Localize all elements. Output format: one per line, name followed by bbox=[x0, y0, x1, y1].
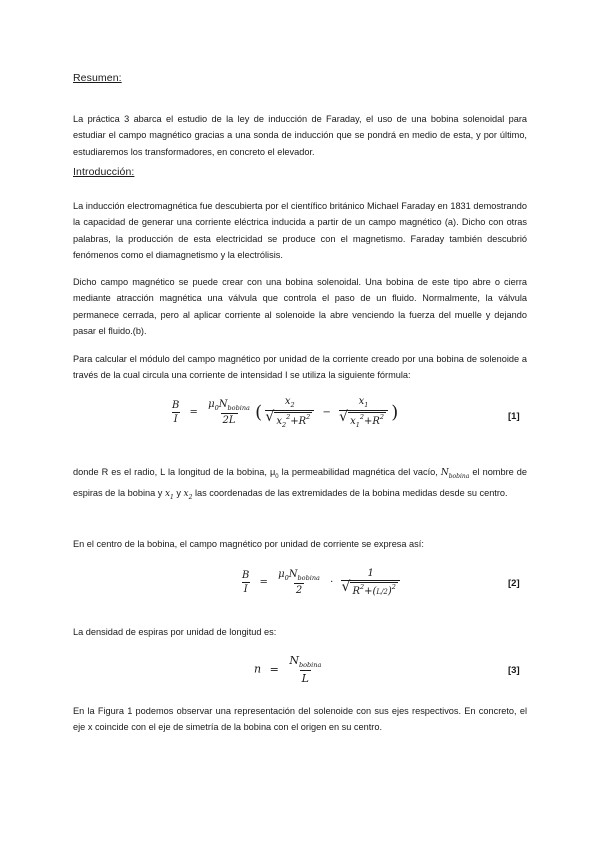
paragraph-bobina: Dicho campo magnético se puede crear con una bobina solenoidal. Una bobina de este tipo abre o cierra mediante atracción magnética una válvula que controla el paso de un fluido. Normalmente, la válvula permanece cerrada, pero al aplicar corriente al solenoide la abre venciendo la fuerza del muelle y dejando pasar el fluido.(b). bbox=[73, 277, 527, 337]
equation-3-label: [3] bbox=[508, 665, 520, 676]
equation-2-label: [2] bbox=[508, 578, 520, 589]
paragraph-faraday: La inducción electromagnética fue descubierta por el científico británico Michael Faraday en 1831 demostrando la capacidad de generar una corriente eléctrica inducida a partir de un campo magnético (a). Dicho con otras palabras, la producción de esta electricidad se produce con el magnetismo. Faraday también descubrió fenómenos como el diamagnetismo y la electrólisis. bbox=[73, 201, 527, 261]
equation-1-label: [1] bbox=[508, 411, 520, 422]
paragraph-formula-intro: Para calcular el módulo del campo magnético por unidad de la corriente creado por una bobina de solenoide a través de la cual circula una corriente de intensidad I se utiliza la siguiente fórmula: bbox=[73, 354, 527, 381]
paragraph-density: La densidad de espiras por unidad de longitud es: bbox=[73, 627, 277, 637]
paragraph-center: En el centro de la bobina, el campo magnético por unidad de corriente se expresa así: bbox=[73, 539, 424, 549]
paragraph-variables: donde R es el radio, L la longitud de la bobina, $\mu_0$ la permeabilidad magnética del vacío, $N_{bobina}$ el nombre de espiras de la bobina y $x_1$ y $x_2$ las coordenadas de las extremidades de la bobina medidas desde su centro. bbox=[73, 467, 527, 502]
equation-2: $\frac{B}{I}$ = $\frac{\mu_0N_{bobina}}{2}$ · 1 √ $R^2+(L/2)^2$ bbox=[240, 568, 400, 597]
section-title-resumen: Resumen: bbox=[73, 72, 122, 84]
equation-1: $\frac{B}{I}$ = $\frac{\mu_0N_{bobina}}{2L}$ ( $x_2$ √ $x_2^2+R^2$ − $x_1$ √ $x_1^2+R^2$ ) bbox=[170, 396, 398, 429]
paragraph-resumen: La práctica 3 abarca el estudio de la ley de inducción de Faraday, el uso de una bobina solenoidal para estudiar el campo magnético gracias a una sonda de inducción que se pondrá en medio de esta, y por último, estudiaremos los transformadores, en concreto el elevador. bbox=[73, 114, 527, 157]
equation-3: n = $\frac{N_{bobina}}{L}$ bbox=[254, 654, 322, 685]
paragraph-figure-1: En la Figura 1 podemos observar una representación del solenoide con sus ejes respectivos. En concreto, el eje x coincide con el eje de simetría de la bobina con el origen en su centro. bbox=[73, 706, 527, 733]
section-title-introduccion: Introducción: bbox=[73, 166, 135, 178]
